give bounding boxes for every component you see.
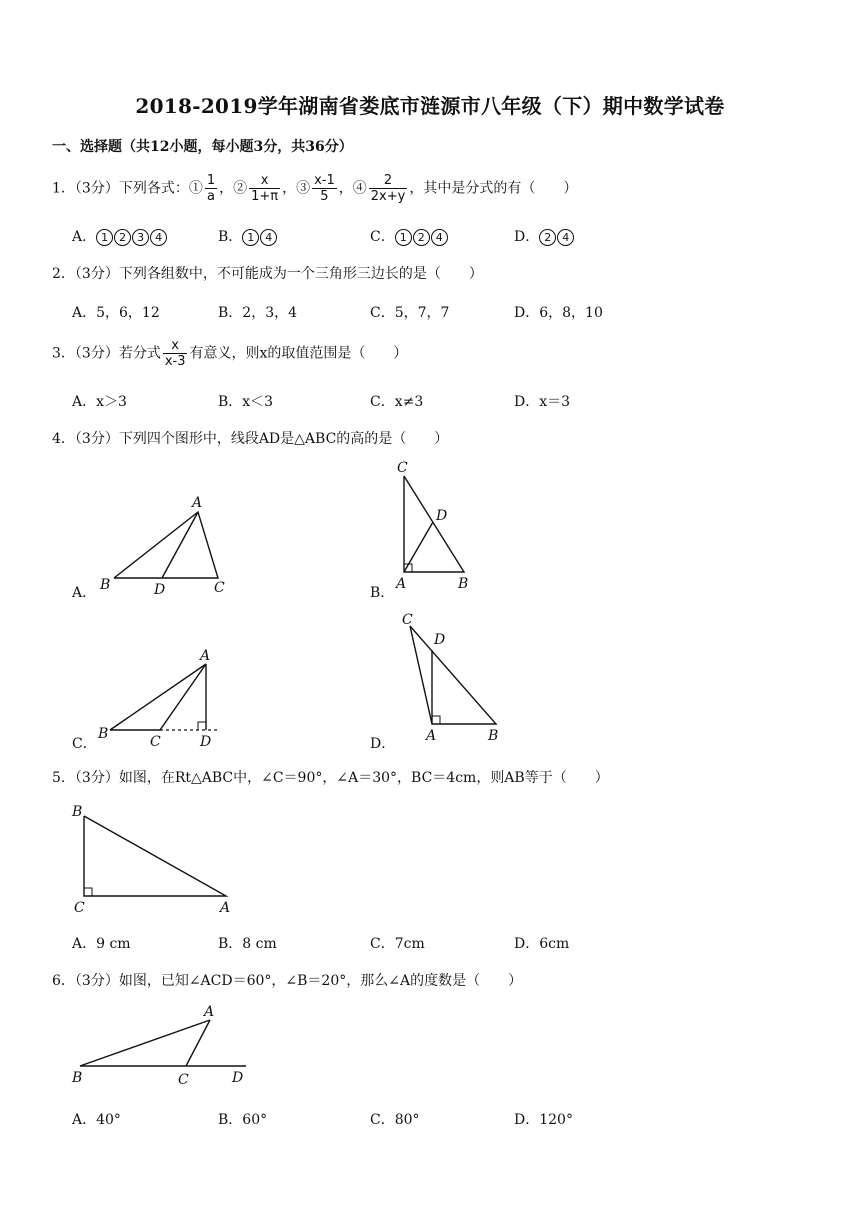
right-angle-mark: [432, 716, 440, 724]
q1-tail: ，其中是分式的有（ ）: [409, 180, 578, 197]
q1-options: [72, 226, 772, 248]
q3-option-c[interactable]: C．x≠3: [370, 394, 424, 410]
point-c-label: C: [402, 612, 413, 628]
q2-option-a[interactable]: A．5，6，12: [72, 305, 160, 321]
fraction-numerator: x: [171, 338, 179, 353]
q5-option-a[interactable]: A．9 cm: [72, 936, 131, 952]
point-c-label: C: [214, 580, 225, 596]
q1-option-c[interactable]: [370, 226, 449, 246]
point-a-label: A: [192, 495, 203, 511]
fraction-denominator: a: [205, 188, 217, 204]
section-heading: 一、选择题（共12小题，每小题3分，共36分）: [52, 139, 353, 155]
q6-figure: [68, 1002, 258, 1092]
fraction-numerator: x: [260, 173, 269, 188]
point-d-label: D: [434, 632, 446, 648]
q1-fraction-4: [369, 173, 408, 204]
fraction-denominator: 2x+y: [370, 189, 406, 204]
q6-option-c[interactable]: C．80°: [370, 1112, 420, 1128]
q4-figure-c: [92, 646, 232, 750]
question-1: [52, 173, 577, 204]
q3-fraction: [163, 338, 188, 369]
point-a-label: A: [396, 576, 407, 592]
q1-lead: 1．（3分）下列各式：: [52, 180, 189, 197]
page-title: 2018-2019学年湖南省娄底市涟源市八年级（下）期中数学试卷: [135, 94, 725, 118]
q5-option-d[interactable]: D．6cm: [514, 936, 570, 952]
triangle-abc: [110, 664, 206, 730]
separator: ，: [338, 180, 353, 197]
circled-number: 1: [395, 229, 412, 246]
question-5: 5．（3分）如图，在Rt△ABC中，∠C＝90°，∠A＝30°，BC＝4cm，则AB等于（ ）: [52, 770, 609, 786]
circled-number: 4: [557, 229, 574, 246]
question-2: 2．（3分）下列各组数中，不可能成为一个三角形三边长的是（ ）: [52, 266, 483, 282]
right-angle-mark: [84, 888, 92, 896]
q3-tail: 有意义，则x的取值范围是（ ）: [189, 345, 408, 362]
q3-option-a[interactable]: A．x＞3: [72, 394, 127, 410]
q5-option-c[interactable]: C．7cm: [370, 936, 425, 952]
q1-option-b[interactable]: [218, 226, 278, 246]
q5-options: [72, 933, 772, 955]
question-6: 6．（3分）如图，已知∠ACD＝60°，∠B＝20°，那么∠A的度数是（ ）: [52, 973, 523, 989]
circled-number: 4: [150, 229, 167, 246]
q6-options: [72, 1109, 772, 1131]
option-letter: B．: [218, 229, 243, 245]
circled-number: 4: [260, 229, 277, 246]
fraction-numerator: 1: [206, 173, 216, 188]
fraction-numerator: x-1: [314, 173, 335, 188]
q6-option-d[interactable]: D．120°: [514, 1112, 573, 1128]
separator: ，: [219, 180, 234, 197]
point-d-label: D: [436, 508, 448, 524]
q1-mark-4: ④: [352, 180, 367, 197]
option-letter: A．: [72, 229, 97, 245]
segment-ab: [80, 1020, 210, 1066]
point-d-label: D: [232, 1070, 244, 1086]
point-d-label: D: [200, 734, 212, 750]
triangle-abc: [114, 512, 218, 578]
q2-option-d[interactable]: D．6，8，10: [514, 305, 603, 321]
q4-option-d-label[interactable]: D．: [370, 736, 396, 752]
q4-figure-a: [92, 490, 242, 600]
fraction-numerator: 2: [383, 173, 393, 188]
point-c-label: C: [178, 1072, 189, 1088]
circled-number: 1: [242, 229, 259, 246]
q3-options: [72, 391, 772, 413]
fraction-denominator: x-3: [164, 354, 186, 369]
option-letter: D．: [514, 229, 540, 245]
circled-number: 4: [431, 229, 448, 246]
point-b-label: B: [98, 726, 109, 742]
q3-option-b[interactable]: B．x＜3: [218, 394, 274, 410]
right-angle-mark: [198, 722, 206, 730]
q4-option-b-label[interactable]: B．: [370, 585, 395, 601]
segment-ad: [162, 512, 198, 578]
triangle-abc: [410, 626, 496, 724]
q6-option-b[interactable]: B．60°: [218, 1112, 268, 1128]
q4-figure-d: [392, 610, 512, 748]
q3-lead: 3．（3分）若分式: [52, 345, 161, 362]
point-c-label: C: [397, 460, 408, 476]
circled-number: 1: [96, 229, 113, 246]
point-c-label: C: [74, 900, 85, 916]
point-c-label: C: [150, 734, 161, 750]
q4-option-a-label[interactable]: A．: [72, 585, 97, 601]
option-letter: C．: [370, 229, 395, 245]
q3-option-d[interactable]: D．x＝3: [514, 394, 571, 410]
point-a-label: A: [426, 728, 437, 744]
q2-option-b[interactable]: B．2，3，4: [218, 305, 298, 321]
q2-options: [72, 302, 772, 324]
q1-option-a[interactable]: [72, 226, 168, 246]
separator: ，: [282, 180, 297, 197]
q1-mark-2: ②: [233, 180, 248, 197]
circled-number: 2: [539, 229, 556, 246]
question-4: 4．（3分）下列四个图形中，线段AD是△ABC的高的是（ ）: [52, 431, 449, 447]
circled-number: 2: [413, 229, 430, 246]
point-a-label: A: [204, 1004, 215, 1020]
q1-fraction-1: [205, 173, 217, 204]
point-b-label: B: [100, 577, 111, 593]
point-d-label: D: [154, 582, 166, 598]
point-a-label: A: [200, 648, 211, 664]
q1-mark-1: ①: [188, 180, 203, 197]
point-a-label: A: [220, 900, 231, 916]
point-b-label: B: [72, 804, 83, 820]
q1-fraction-3: [312, 173, 337, 204]
q1-mark-3: ③: [296, 180, 311, 197]
q6-option-a[interactable]: A．40°: [72, 1112, 121, 1128]
question-3: [52, 338, 407, 369]
q2-option-c[interactable]: C．5，7，7: [370, 305, 450, 321]
q1-option-d[interactable]: [514, 226, 575, 246]
q1-fraction-2: [249, 173, 280, 204]
point-b-label: B: [488, 728, 499, 744]
fraction-denominator: 5: [312, 188, 337, 204]
q4-figure-b: [390, 458, 490, 596]
q5-figure: [68, 800, 248, 918]
fraction-denominator: 1+π: [251, 189, 279, 204]
point-b-label: B: [458, 576, 469, 592]
circled-number: 2: [114, 229, 131, 246]
point-b-label: B: [72, 1070, 83, 1086]
circled-number: 3: [132, 229, 149, 246]
right-triangle-abc: [84, 816, 226, 896]
q5-option-b[interactable]: B．8 cm: [218, 936, 277, 952]
q4-option-c-label[interactable]: C．: [72, 736, 97, 752]
